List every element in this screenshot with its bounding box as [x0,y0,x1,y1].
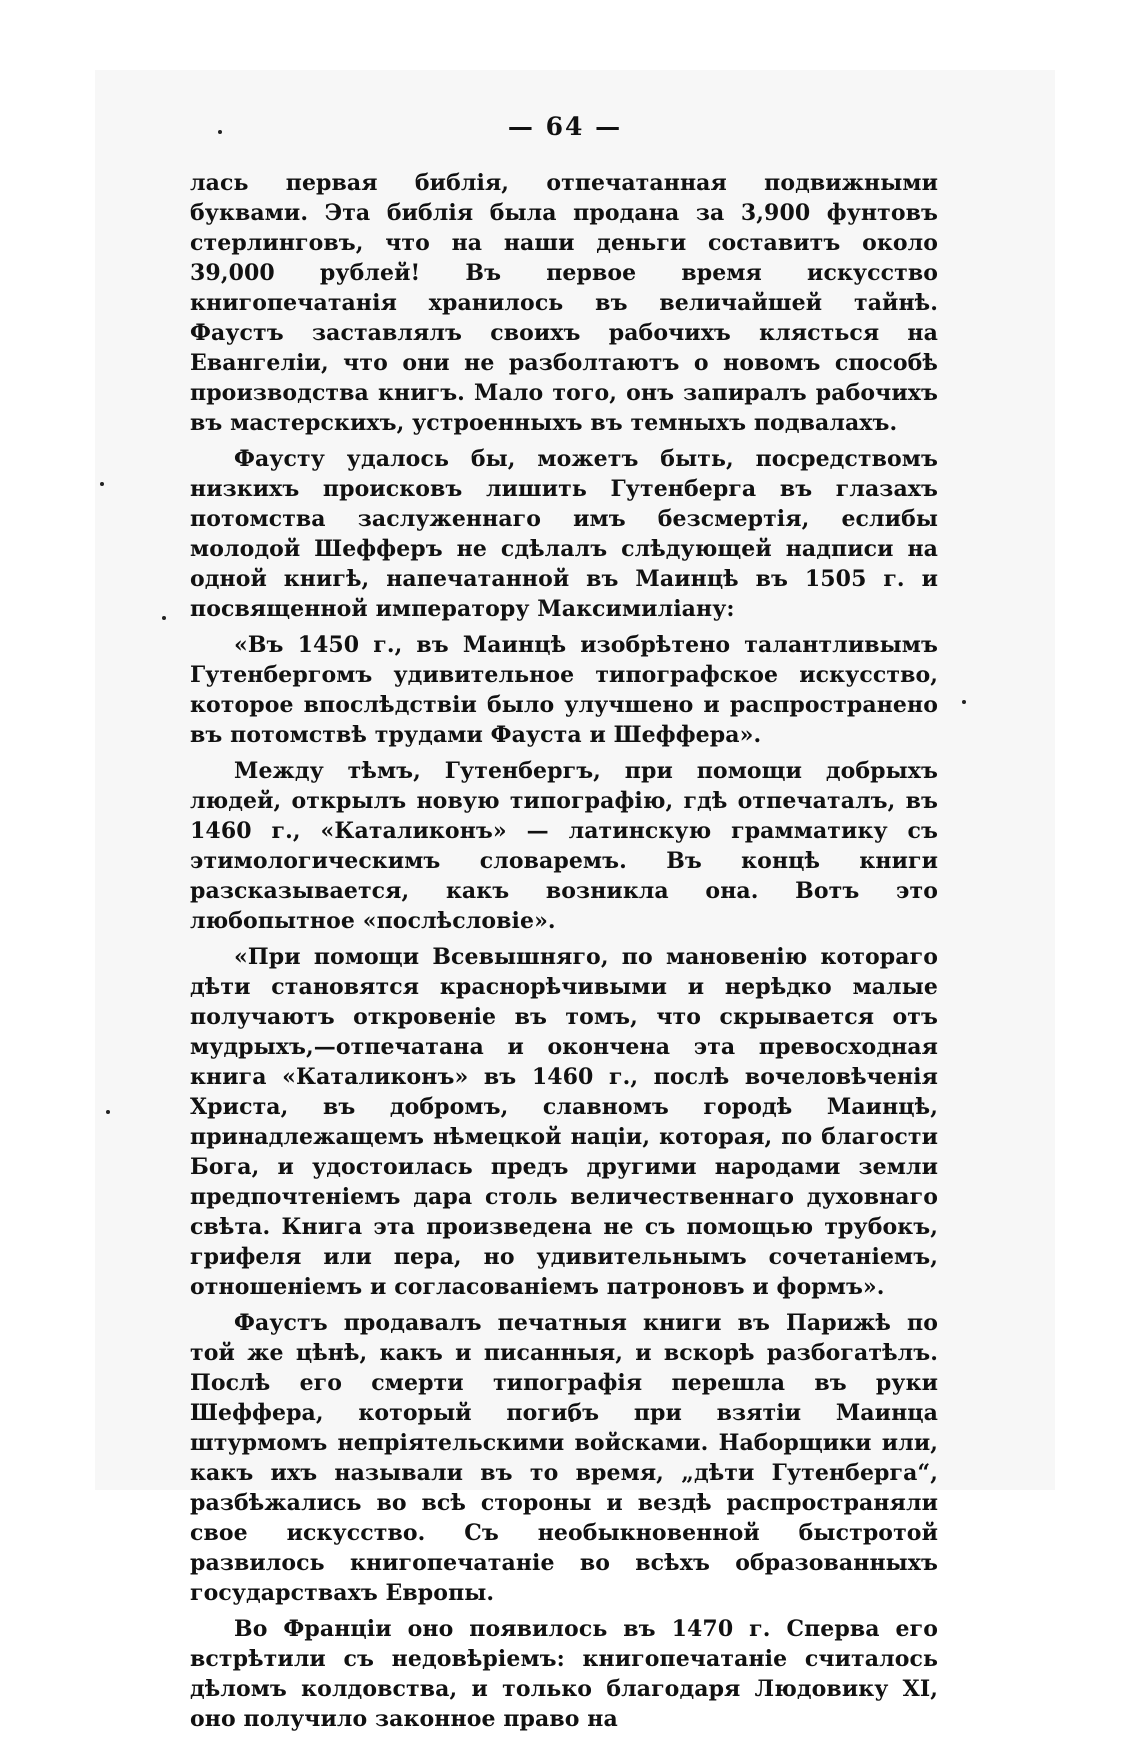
paragraph: Между тѣмъ, Гутенбергъ, при помощи добрыхъ людей, открылъ новую типографію, гдѣ отпечаталъ, въ 1460 г., «Каталиконъ» — латинскую грамматику съ этимологическимъ словаремъ. Въ концѣ книги разсказывается, какъ возникла она. Вотъ это любопытное «послѣсловіе». [190,758,938,934]
scan-speck [962,700,966,704]
scan-speck [162,616,166,620]
page-text [190,168,938,1740]
paragraph: Фаусту удалось бы, можетъ быть, посредствомъ низкихъ происковъ лишить Гутенберга въ глазахъ потомства заслуженнаго имъ безсмертія, еслибы молодой Шефферъ не сдѣлалъ слѣдующей надписи на одной книгѣ, напечатанной въ Маинцѣ въ 1505 г. и посвященной императору Максимиліану: [190,446,938,622]
paragraph: Во Франціи оно появилось въ 1470 г. Сперва его встрѣтили съ недовѣріемъ: книгопечатаніе считалось дѣломъ колдовства, и только благодаря Людовику XI, оно получило законное право на [190,1616,938,1732]
scan-speck [100,482,104,486]
page-number: — 64 — [507,112,623,141]
paragraph-quote: «При помощи Всевышняго, по мановенію котораго дѣти становятся краснорѣчивыми и нерѣдко малые получаютъ откровеніе въ томъ, что скрывается отъ мудрыхъ,—отпечатана и окончена эта превосходная книга «Каталиконъ» въ 1460 г., послѣ вочеловѣченія Христа, въ добромъ, славномъ городѣ Маинцѣ, принадлежащемъ нѣмецкой націи, которая, по благости Бога, и удостоилась предъ другими народами земли предпочтеніемъ дара столь величественнаго духовнаго свѣта. Книга эта произведена не съ помощью трубокъ, грифеля или пера, но удивительнымъ сочетаніемъ, отношеніемъ и согласованіемъ патроновъ и формъ». [190,944,938,1300]
paragraph: Фаустъ продавалъ печатныя книги въ Парижѣ по той же цѣнѣ, какъ и писанныя, и вскорѣ разбогатѣлъ. Послѣ его смерти типографія перешла въ руки Шеффера, который погибъ при взятіи Маинца штурмомъ непріятельскими войсками. Наборщики или, какъ ихъ называли въ то время, „дѣти Гутенберга“, разбѣжались во всѣ стороны и вездѣ распространяли свое искусство. Съ необыкновенной быстротой развилось книгопечатаніе во всѣхъ образованныхъ государствахъ Европы. [190,1310,938,1606]
scan-speck [218,130,222,134]
paragraph-quote: «Въ 1450 г., въ Маинцѣ изобрѣтено талантливымъ Гутенбергомъ удивительное типографское искусство, которое впослѣдствіи было улучшено и распространено въ потомствѣ трудами Фауста и Шеффера». [190,632,938,748]
scan-speck [106,1110,110,1114]
paragraph-continuation: лась первая библія, отпечатанная подвижными буквами. Эта библія была продана за 3,900 фунтовъ стерлинговъ, что на наши деньги составитъ около 39,000 рублей! Въ первое время искусство книгопечатанія хранилось въ величайшей тайнѣ. Фаустъ заставлялъ своихъ рабочихъ клясться на Евангеліи, что они не разболтаютъ о новомъ способѣ производства книгъ. Мало того, онъ запиралъ рабочихъ въ мастерскихъ, устроенныхъ въ темныхъ подвалахъ. [190,170,938,436]
